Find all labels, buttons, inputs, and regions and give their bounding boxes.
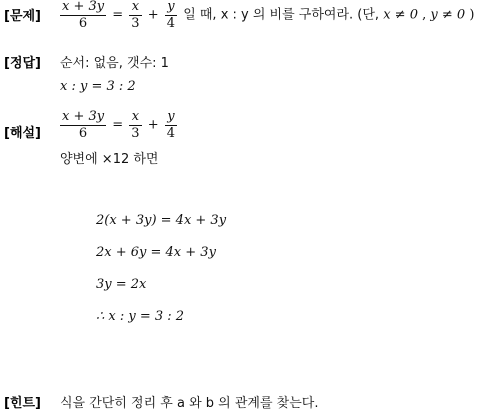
hint-label: [힌트] bbox=[4, 396, 41, 411]
explanation-equals: = bbox=[112, 117, 124, 133]
answer-line-2: x : y = 3 : 2 bbox=[60, 79, 136, 94]
explanation-fraction-1-numerator: x + 3y bbox=[62, 109, 105, 124]
hint-text: 식을 간단히 정리 후 a 와 b 의 관계를 찾는다. bbox=[60, 396, 319, 411]
explanation-label: [해설] bbox=[4, 126, 41, 141]
explanation-step-4: ∴ x : y = 3 : 2 bbox=[96, 309, 185, 324]
answer-label: [정답] bbox=[4, 56, 41, 71]
problem-fraction-2-denominator: 3 bbox=[131, 15, 140, 31]
explanation-step-3: 3y = 2x bbox=[96, 277, 147, 292]
explanation-fraction-2 bbox=[129, 110, 141, 140]
explanation-line-2: 양변에 ×12 하면 bbox=[60, 152, 159, 167]
problem-fraction-3-numerator: y bbox=[165, 0, 177, 16]
problem-label: [문제] bbox=[4, 9, 41, 24]
answer-line-1: 순서: 없음, 갯수: 1 bbox=[60, 56, 169, 71]
explanation-fraction-1-denominator: 6 bbox=[78, 125, 88, 141]
explanation-fraction-3-numerator: y bbox=[165, 110, 177, 126]
problem-comma: , bbox=[422, 7, 427, 23]
explanation-plus: + bbox=[147, 117, 159, 133]
problem-text: 일 때, x : y 의 비를 구하여라. (단, bbox=[183, 7, 380, 23]
problem-equals: = bbox=[112, 7, 124, 23]
problem-fraction-3 bbox=[165, 0, 177, 30]
explanation-fraction-3-denominator: 4 bbox=[166, 125, 176, 141]
problem-condition-x: x ≠ 0 bbox=[383, 7, 418, 23]
problem-fraction-2 bbox=[129, 0, 141, 30]
problem-fraction-3-denominator: 4 bbox=[166, 15, 176, 31]
problem-close-paren: ) bbox=[469, 7, 475, 23]
problem-fraction-2-numerator: x bbox=[129, 0, 141, 16]
explanation-step-2: 2x + 6y = 4x + 3y bbox=[96, 245, 216, 260]
problem-condition-y: y ≠ 0 bbox=[430, 7, 466, 23]
problem-plus: + bbox=[147, 7, 159, 23]
problem-fraction-1-denominator: 6 bbox=[78, 15, 88, 31]
explanation-step-1: 2(x + 3y) = 4x + 3y bbox=[96, 213, 227, 228]
explanation-fraction-2-numerator: x bbox=[129, 110, 141, 126]
explanation-fraction-3 bbox=[165, 110, 177, 140]
problem-fraction-1-numerator: x + 3y bbox=[62, 0, 105, 14]
explanation-fraction-2-denominator: 3 bbox=[131, 125, 140, 141]
problem-statement bbox=[58, 0, 474, 30]
explanation-equation bbox=[58, 110, 179, 140]
explanation-fraction-1 bbox=[60, 110, 106, 140]
problem-fraction-1 bbox=[60, 0, 106, 30]
